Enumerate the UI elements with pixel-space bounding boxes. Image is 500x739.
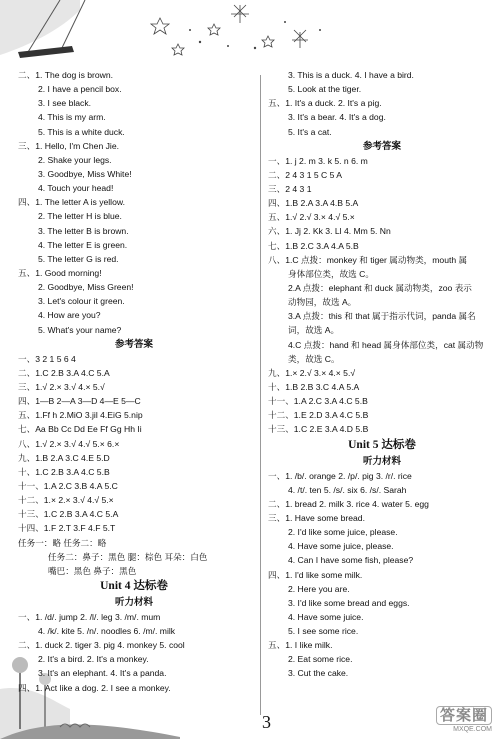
answer-line: 一、1. /b/. orange 2. /p/. pig 3. /r/. rice bbox=[268, 470, 412, 481]
answer-line: 4. Have some juice. bbox=[288, 611, 364, 622]
answer-line: 七、Aa Bb Cc Dd Ee Ff Gg Hh Ii bbox=[18, 424, 142, 435]
unit-heading: Unit 5 达标卷 bbox=[348, 438, 416, 451]
answer-line: 十、1.B 2.B 3.C 4.A 5.A bbox=[268, 381, 360, 392]
answer-line: 三、2 4 3 1 bbox=[268, 183, 312, 194]
answer-line: 2. The letter H is blue. bbox=[38, 211, 122, 222]
watermark-logo: 答案圈 bbox=[436, 706, 492, 725]
answer-line: 十一、1.A 2.C 3.A 4.C 5.B bbox=[268, 396, 368, 407]
answer-line: 3.A 点拨：this 和 that 属于指示代词，panda 属名 bbox=[288, 311, 476, 322]
answer-line: 2. It's a bird. 2. It's a monkey. bbox=[38, 654, 149, 665]
answer-line: 4. /k/. kite 5. /n/. noodles 6. /m/. milk bbox=[38, 626, 176, 637]
answer-line: 4. Touch your head! bbox=[38, 183, 114, 194]
answer-line: 2.A 点拨：elephant 和 duck 属动物类，zoo 表示 bbox=[288, 282, 472, 293]
answer-line: 2. I have a pencil box. bbox=[38, 84, 122, 95]
answer-line: 五、1. Good morning! bbox=[18, 267, 102, 278]
answer-line: 八、1.√ 2.× 3.√ 4.√ 5.× 6.× bbox=[18, 438, 120, 449]
answer-line: 3. This is a duck. 4. I have a bird. bbox=[288, 70, 414, 80]
right-column bbox=[268, 68, 496, 681]
answer-line: 十一、1.A 2.C 3.B 4.A 5.C bbox=[18, 480, 118, 491]
answer-line: 2. Goodbye, Miss Green! bbox=[38, 282, 134, 293]
answer-line: 四、1. I'd like some milk. bbox=[268, 569, 363, 580]
answer-line: 十三、1.C 2.B 3.A 4.C 5.A bbox=[18, 509, 119, 520]
answer-line: 七、1.B 2.C 3.A 4.A 5.B bbox=[268, 240, 359, 251]
answer-line: 二、1. The dog is brown. bbox=[18, 70, 114, 80]
answer-line: 词，故选 A。 bbox=[288, 325, 340, 336]
answer-line: 九、1.× 2.√ 3.× 4.× 5.√ bbox=[268, 367, 356, 378]
answer-line: 六、1. Jj 2. Kk 3. Ll 4. Mm 5. Nn bbox=[268, 226, 391, 237]
answer-line: 九、1.B 2.A 3.C 4.E 5.D bbox=[18, 452, 110, 463]
answer-line: 4. Have some juice, please. bbox=[288, 541, 394, 552]
answer-line: 任务一：略 任务二：略 bbox=[18, 537, 107, 548]
answer-line: 一、1. /d/. jump 2. /l/. leg 3. /m/. mum bbox=[18, 611, 161, 622]
answer-line: 二、1. bread 2. milk 3. rice 4. water 5. egg bbox=[268, 498, 429, 509]
answer-line: 四、1.B 2.A 3.A 4.B 5.A bbox=[268, 198, 359, 209]
answer-line: 十、1.C 2.B 3.A 4.C 5.B bbox=[18, 466, 110, 477]
answer-line: 3. Goodbye, Miss White! bbox=[38, 168, 132, 179]
answer-line: 三、1. Have some bread. bbox=[268, 512, 365, 523]
section-heading: 听力材料 bbox=[362, 455, 401, 467]
answer-line: 3. The letter B is brown. bbox=[38, 225, 129, 236]
answer-line: 五、1.√ 2.√ 3.× 4.√ 5.× bbox=[268, 212, 355, 223]
answer-line: 4. This is my arm. bbox=[38, 112, 106, 123]
answer-line: 动物园，故选 A。 bbox=[288, 297, 357, 308]
answer-line: 十四、1.F 2.T 3.F 4.F 5.T bbox=[18, 523, 116, 534]
answer-line: 十二、1.E 2.D 3.A 4.C 5.B bbox=[268, 410, 369, 421]
answer-line: 四、1. Act like a dog. 2. I see a monkey. bbox=[18, 682, 171, 693]
answer-line: 嘴巴：黑色 鼻子：黑色 bbox=[48, 565, 137, 576]
answer-line: 4. /t/. ten 5. /s/. six 6. /s/. Sarah bbox=[288, 484, 407, 495]
answer-line: 2. Shake your legs. bbox=[38, 154, 112, 165]
answer-line: 八、1.C 点拨：monkey 和 tiger 属动物类，mouth 属 bbox=[268, 254, 468, 265]
watermark-url: MXQE.COM bbox=[453, 726, 492, 733]
site-watermark bbox=[436, 704, 492, 733]
answer-line: 3. It's an elephant. 4. It's a panda. bbox=[38, 668, 167, 679]
section-heading: 参考答案 bbox=[362, 140, 401, 152]
answer-line: 身体部位类，故选 C。 bbox=[288, 268, 374, 279]
answer-line: 5. It's a cat. bbox=[288, 126, 332, 137]
answer-line: 3. I see black. bbox=[38, 98, 92, 109]
answer-line: 4. How are you? bbox=[38, 310, 101, 321]
answer-line: 2. Here you are. bbox=[288, 583, 350, 594]
answer-line: 3. I'd like some bread and eggs. bbox=[288, 597, 410, 608]
answer-line: 五、1. It's a duck. 2. It's a pig. bbox=[268, 98, 382, 109]
answer-line: 十二、1.× 2.× 3.√ 4.√ 5.× bbox=[18, 495, 114, 506]
answer-line: 一、1. j 2. m 3. k 5. n 6. m bbox=[268, 155, 368, 166]
section-heading: 听力材料 bbox=[114, 596, 153, 608]
answer-line: 4. The letter E is green. bbox=[38, 239, 128, 250]
answer-line: 二、2 4 3 1 5 C 5 A bbox=[268, 169, 343, 180]
answer-line: 4.C 点拨：hand 和 head 属身体部位类，cat 属动物 bbox=[288, 339, 484, 350]
answer-line: 二、1. duck 2. tiger 3. pig 4. monkey 5. cool bbox=[18, 640, 185, 651]
page-number: 3 bbox=[262, 712, 271, 732]
answer-line: 任务二：鼻子：黑色 腿：棕色 耳朵：白色 bbox=[48, 551, 208, 562]
left-column bbox=[18, 68, 250, 695]
answer-line: 3. Let's colour it green. bbox=[38, 296, 125, 307]
answer-line: 5. I see some rice. bbox=[288, 626, 359, 637]
answer-line: 类，故选 C。 bbox=[288, 353, 340, 364]
section-heading: 参考答案 bbox=[114, 338, 153, 350]
answer-line: 5. Look at the tiger. bbox=[288, 84, 362, 95]
unit-heading: Unit 4 达标卷 bbox=[100, 579, 168, 592]
answer-line: 5. The letter G is red. bbox=[38, 253, 119, 264]
answer-line: 3. It's a bear. 4. It's a dog. bbox=[288, 112, 386, 123]
answer-line: 3. Cut the cake. bbox=[288, 668, 349, 679]
answer-line: 5. This is a white duck. bbox=[38, 126, 125, 137]
answer-line: 二、1.C 2.B 3.A 4.C 5.A bbox=[18, 367, 110, 378]
answer-line: 四、1—B 2—A 3—D 4—E 5—C bbox=[18, 396, 141, 407]
answer-line: 4. Can I have some fish, please? bbox=[288, 555, 414, 566]
answer-line: 三、1.√ 2.× 3.√ 4.× 5.√ bbox=[18, 381, 105, 392]
column-divider bbox=[260, 75, 261, 715]
answer-line: 五、1. I like milk. bbox=[268, 640, 333, 651]
answer-line: 2. I'd like some juice, please. bbox=[288, 527, 398, 538]
answer-line: 三、1. Hello, I'm Chen Jie. bbox=[18, 140, 119, 151]
answer-line: 一、3 2 1 5 6 4 bbox=[18, 353, 76, 364]
answer-line: 五、1.Ff h 2.MiO 3.jil 4.EiG 5.nip bbox=[18, 410, 143, 421]
answer-line: 5. What's your name? bbox=[38, 324, 122, 335]
answer-line: 十三、1.C 2.E 3.A 4.D 5.B bbox=[268, 424, 369, 435]
answer-line: 2. Eat some rice. bbox=[288, 654, 353, 665]
swing-fireworks-illustration bbox=[0, 0, 500, 70]
answer-line: 四、1. The letter A is yellow. bbox=[18, 197, 125, 208]
